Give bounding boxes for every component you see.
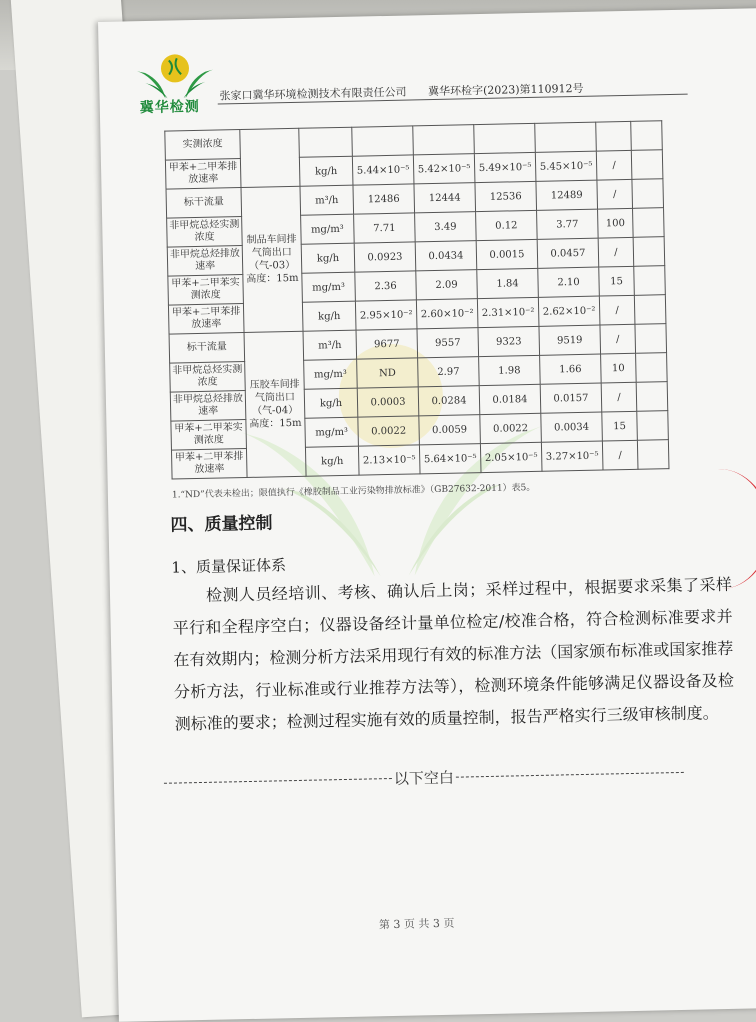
value-cell: 1.98 <box>479 355 541 385</box>
value-cell <box>352 126 414 156</box>
value-cell: 2.31×10⁻² <box>477 297 539 327</box>
value-cell: 12536 <box>475 181 537 211</box>
value-cell: 5.49×10⁻⁵ <box>474 152 536 182</box>
value-cell: 2.05×10⁻⁵ <box>480 442 542 472</box>
unit-cell: kg/h <box>302 301 356 331</box>
value-cell: 5.42×10⁻⁵ <box>413 154 475 184</box>
value-cell: 12444 <box>414 183 476 213</box>
unit-cell: m³/h <box>303 330 357 360</box>
parameter-cell: 非甲烷总烃排放速率 <box>170 390 246 421</box>
limit-cell: 100 <box>598 208 634 238</box>
blank-cell <box>636 382 668 412</box>
location-cell: 压胶车间排气筒出口（气-04）高度：15m <box>244 331 306 477</box>
value-cell: 0.0434 <box>415 241 477 271</box>
value-cell: 1.84 <box>477 268 539 298</box>
blank-cell <box>637 440 669 470</box>
value-cell: 0.0059 <box>419 415 481 445</box>
limit-cell: / <box>599 295 635 325</box>
value-cell: 0.0923 <box>354 242 416 272</box>
parameter-cell: 甲苯+二甲苯实测浓度 <box>171 419 247 450</box>
limit-cell: / <box>596 150 632 180</box>
blank-cell <box>637 411 669 441</box>
blank-cell <box>633 237 665 267</box>
value-cell: 2.09 <box>416 270 478 300</box>
unit-cell: mg/m³ <box>302 272 356 302</box>
value-cell: ND <box>357 358 419 388</box>
page-footer: 第 3 页 共 3 页 <box>378 916 455 932</box>
unit-cell: mg/m³ <box>304 359 358 389</box>
unit-cell: m³/h <box>300 185 354 215</box>
value-cell: 0.0184 <box>479 384 541 414</box>
value-cell: 0.0022 <box>358 416 420 446</box>
value-cell: 2.95×10⁻² <box>355 300 417 330</box>
value-cell: 0.0457 <box>537 238 599 268</box>
parameter-cell: 甲苯+二甲苯排放速率 <box>168 304 244 335</box>
dashed-line-right <box>456 772 684 778</box>
company-name: 张家口冀华环境检测技术有限责任公司 <box>219 85 407 103</box>
limit-cell: / <box>600 324 636 354</box>
limit-cell: / <box>602 440 638 470</box>
value-cell <box>413 125 475 155</box>
limit-cell: / <box>597 179 633 209</box>
limit-cell: 15 <box>599 266 635 296</box>
parameter-cell: 非甲烷总烃排放速率 <box>167 246 243 277</box>
value-cell: 9519 <box>539 325 601 355</box>
value-cell: 3.77 <box>537 209 599 239</box>
value-cell: 5.44×10⁻⁵ <box>352 155 414 185</box>
value-cell: 12489 <box>536 180 598 210</box>
limit-cell <box>596 121 632 151</box>
value-cell: 0.0034 <box>541 412 603 442</box>
blank-cell <box>634 266 666 296</box>
parameter-cell: 非甲烷总烃实测浓度 <box>167 217 243 248</box>
blank-cell <box>636 353 668 383</box>
value-cell: 9677 <box>356 329 418 359</box>
value-cell: 0.0015 <box>476 239 538 269</box>
subsection-title: 1、质量保证体系 <box>171 556 287 577</box>
location-cell <box>240 128 300 187</box>
value-cell: 7.71 <box>354 213 416 243</box>
value-cell: 2.13×10⁻⁵ <box>358 445 420 475</box>
unit-cell: kg/h <box>299 156 353 186</box>
section-title: 四、质量控制 <box>170 513 273 536</box>
value-cell: 0.0157 <box>540 383 602 413</box>
unit-cell: kg/h <box>305 446 359 476</box>
emission-data-table <box>164 120 669 479</box>
limit-cell: / <box>601 382 637 412</box>
location-cell: 制品车间排气筒出口（气-03）高度：15m <box>241 186 303 332</box>
value-cell: 0.0022 <box>480 413 542 443</box>
limit-cell: / <box>598 237 634 267</box>
blank-cell <box>634 295 666 325</box>
limit-cell: 15 <box>602 411 638 441</box>
limit-cell: 10 <box>601 353 637 383</box>
value-cell: 3.49 <box>415 212 477 242</box>
logo-text: 冀华检测 <box>139 98 200 117</box>
value-cell: 1.66 <box>540 354 602 384</box>
unit-cell: mg/m³ <box>301 214 355 244</box>
value-cell: 3.27×10⁻⁵ <box>541 441 603 471</box>
value-cell: 2.36 <box>355 271 417 301</box>
value-cell: 2.60×10⁻² <box>416 299 478 329</box>
document-page <box>98 7 756 1021</box>
parameter-cell: 标干流量 <box>166 188 242 219</box>
parameter-cell: 甲苯+二甲苯实测浓度 <box>168 275 244 306</box>
table-footnote: 1.“ND”代表未检出；限值执行《橡胶制品工业污染物排放标准》（GB27632-2011）表5。 <box>171 482 536 501</box>
unit-cell: kg/h <box>301 243 355 273</box>
value-cell: 2.97 <box>418 357 480 387</box>
parameter-cell: 非甲烷总烃实测浓度 <box>170 362 246 393</box>
unit-cell: mg/m³ <box>305 417 359 447</box>
value-cell: 12486 <box>353 184 415 214</box>
value-cell: 0.12 <box>476 210 538 240</box>
value-cell: 9557 <box>417 328 479 358</box>
value-cell <box>535 122 597 152</box>
end-marker-text: 以下空白 <box>393 768 455 788</box>
blank-cell <box>633 208 665 238</box>
blank-cell <box>632 179 664 209</box>
parameter-cell: 甲苯+二甲苯排放速率 <box>165 159 241 190</box>
end-marker <box>164 762 684 794</box>
value-cell <box>474 123 536 153</box>
value-cell: 0.0284 <box>418 386 480 416</box>
parameter-cell: 甲苯+二甲苯排放速率 <box>171 448 247 479</box>
unit-cell: kg/h <box>304 388 358 418</box>
dashed-line-left <box>164 778 392 784</box>
blank-cell <box>635 324 667 354</box>
parameter-cell: 实测浓度 <box>165 130 241 161</box>
value-cell: 0.0003 <box>357 387 419 417</box>
parameter-cell: 标干流量 <box>169 333 245 364</box>
blank-cell <box>631 121 663 151</box>
blank-cell <box>631 150 663 180</box>
unit-cell <box>299 127 353 157</box>
report-number: 冀华环检字(2023)第110912号 <box>427 81 584 99</box>
value-cell: 2.62×10⁻² <box>538 296 600 326</box>
value-cell: 9323 <box>478 326 540 356</box>
value-cell: 5.45×10⁻⁵ <box>535 151 597 181</box>
value-cell: 5.64×10⁻⁵ <box>419 444 481 474</box>
body-paragraph: 检测人员经培训、考核、确认后上岗；采样过程中，根据要求采集了采样平行和全程序空白；仪器设备经计量单位检定/校准合格，符合检测标准要求并在有效期内；检测分析方法采用现行有效的标准方法（国家颁布标准或国家推荐分析方法，行业标准或行业推荐方法等），检测环境条件能够满足仪器设备及检测标准的要求；检测过程实施有效的质量控制，报告严格实行三级审核制度。 <box>172 574 735 734</box>
value-cell: 2.10 <box>538 267 600 297</box>
